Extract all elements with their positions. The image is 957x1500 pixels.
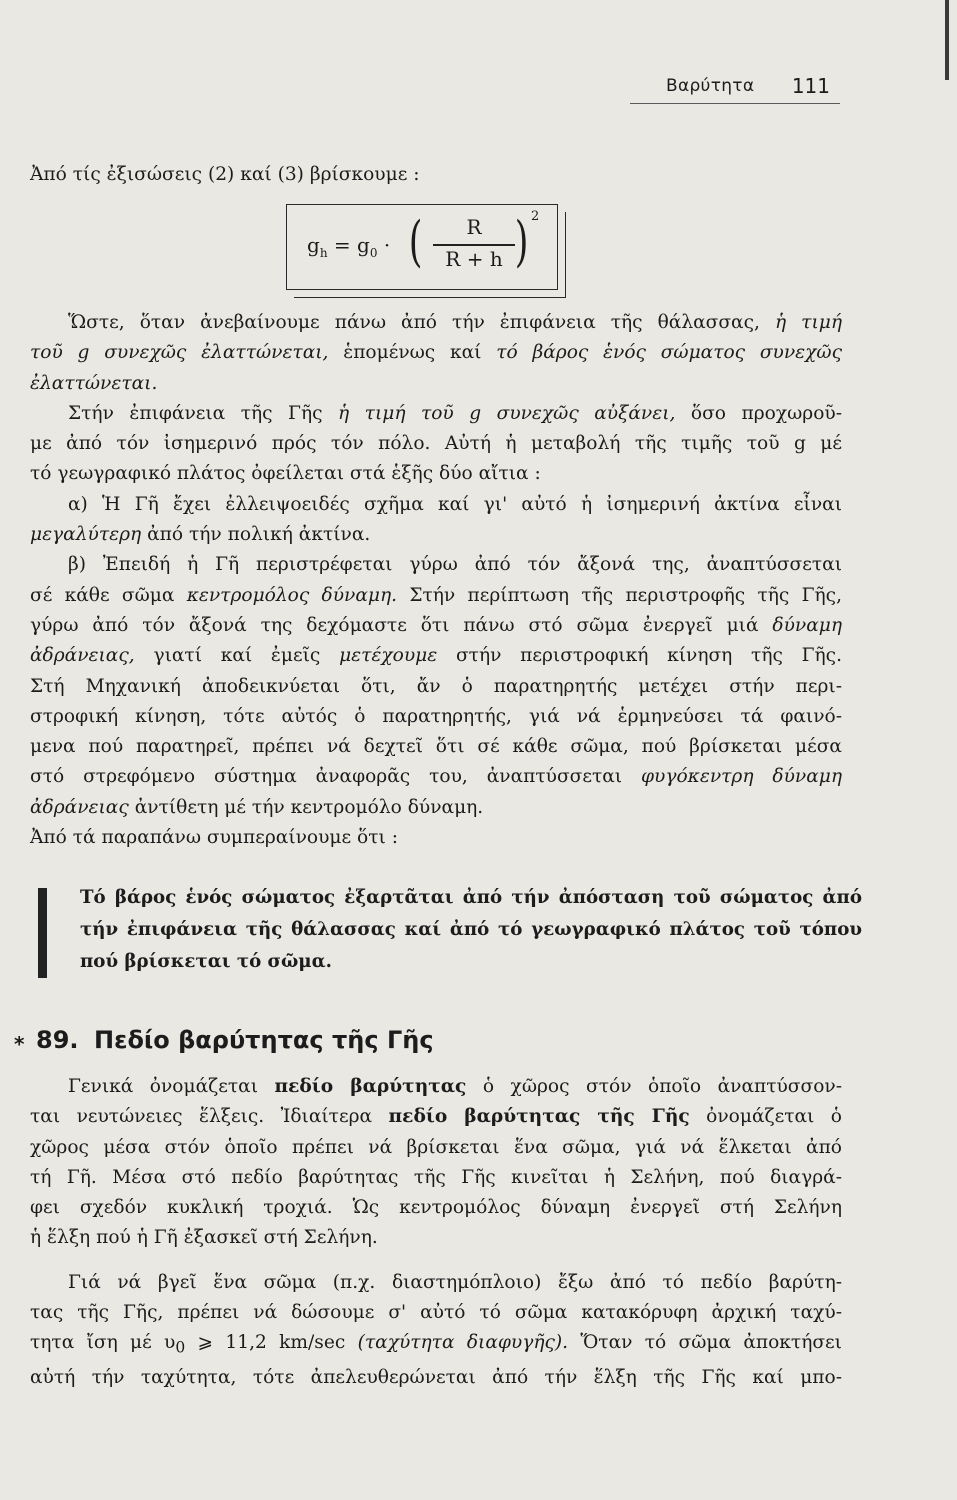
p1-line-1: Ὥστε, ὅταν ἀνεβαίνουμε πάνω ἀπό τήν ἐπιφάνεια τῆς θάλασσας, ἡ τιμή — [68, 312, 842, 333]
fraction-bar — [433, 244, 515, 246]
body-text-1 — [30, 308, 842, 853]
star-marker: * — [14, 1032, 25, 1056]
body-text-2 — [30, 1072, 842, 1394]
p1-line-3: ἐλαττώνεται. — [30, 372, 158, 394]
formula-box — [286, 204, 558, 290]
s-p2-line-4: αὐτή τήν ταχύτητα, τότε ἀπελευθερώνεται ἀπό τήν ἕλξη τῆς Γῆς καί μπο- — [30, 1367, 842, 1389]
p4-line-6: στροφική κίνηση, τότε αὐτός ὁ παρατηρητής, γιά νά ἑρμηνεύσει τά φαινό- — [30, 705, 842, 727]
intro-line: Ἀπό τίς ἐξισώσεις (2) καί (3) βρίσκουμε : — [30, 164, 420, 185]
s-p2-line-3: τητα ἴση μέ $\upsilon_0$ ⩾ 11,2 km/sec (ταχύτητα διαφυγῆς). Ὅταν τό σῶμα ἀποκτήσει — [30, 1332, 842, 1358]
fraction-numerator: R — [466, 215, 482, 239]
p4-line-9: ἀδράνειας ἀντίθετη μέ τήν κεντρομόλο δύναμη. — [30, 796, 484, 818]
p2-line-1: Στήν ἐπιφάνεια τῆς Γῆς ἡ τιμή τοῦ g συνεχῶς αὐξάνει, ὅσο προχωροῦ- — [68, 402, 842, 424]
right-paren: ) — [514, 210, 529, 273]
p3-line-2: μεγαλύτερη ἀπό τήν πολική ἀκτίνα. — [30, 524, 371, 546]
s-p2-line-1: Γιά νά βγεῖ ἕνα σῶμα (π.χ. διαστημόπλοιο) ἔξω ἀπό τό πεδίο βαρύτη- — [68, 1271, 842, 1293]
s-p1-line-1: Γενικά ὀνομάζεται πεδίο βαρύτητας ὁ χῶρος στόν ὁποῖο ἀναπτύσσον- — [68, 1076, 842, 1097]
page-header — [652, 74, 842, 104]
p4-line-10: Ἀπό τά παραπάνω συμπεραίνουμε ὅτι : — [30, 827, 399, 849]
formula-lhs: $g_h = g_0$ · — [307, 233, 391, 260]
p2-line-2: με ἀπό τόν ἰσημερινό πρός τόν πόλο. Αὐτή ἡ μεταβολή τῆς τιμῆς τοῦ g μέ — [30, 433, 842, 455]
running-title: Βαρύτητα — [666, 76, 755, 96]
left-paren: ( — [408, 210, 423, 273]
s-p1-line-2: ται νευτώνειες ἕλξεις. Ἰδιαίτερα πεδίο βαρύτητας τῆς Γῆς ὀνομάζεται ὁ — [30, 1106, 842, 1128]
p1-line-2: τοῦ g συνεχῶς ἐλαττώνεται, ἑπομένως καί τό βάρος ἑνός σώματος συνεχῶς — [30, 342, 842, 364]
formula-exponent: 2 — [531, 209, 540, 224]
s-p2-line-2: τας τῆς Γῆς, πρέπει νά δώσουμε σ' αὐτό τό σῶμα κατακόρυφη ἀρχική ταχύ- — [30, 1302, 842, 1324]
p4-line-5: Στή Μηχανική ἀποδεικνύεται ὅτι, ἄν ὁ παρατηρητής μετέχει στήν περι- — [30, 675, 842, 697]
p2-line-3: τό γεωγραφικό πλάτος ὀφείλεται στά ἑξῆς δύο αἴτια : — [30, 463, 541, 485]
s-p1-line-3: χῶρος μέσα στόν ὁποῖο πρέπει νά βρίσκεται ἕνα σῶμα, γιά νά ἕλκεται ἀπό — [30, 1136, 842, 1158]
highlight-bar — [38, 888, 47, 978]
s-p1-line-4: τή Γῆ. Μέσα στό πεδίο βαρύτητας τῆς Γῆς κινεῖται ἡ Σελήνη, πού διαγρά- — [30, 1166, 842, 1188]
p4-line-1: β) Ἐπειδή ἡ Γῆ περιστρέφεται γύρω ἀπό τόν ἄξονά της, ἀναπτύσσεται — [68, 554, 842, 576]
s-p1-line-5: φει σχεδόν κυκλική τροχιά. Ὡς κεντρομόλος δύναμη ἐνεργεῖ στή Σελήνη — [30, 1197, 842, 1219]
section-heading — [14, 1024, 844, 1064]
s-p1-line-6: ἡ ἕλξη πού ἡ Γῆ ἐξασκεῖ στή Σελήνη. — [30, 1227, 378, 1249]
page-edge-mark — [945, 0, 949, 80]
fraction-denominator: R + h — [445, 247, 503, 271]
p4-line-4: ἀδράνειας, γιατί καί ἐμεῖς μετέχουμε στήν περιστροφική κίνηση τῆς Γῆς. — [30, 645, 842, 667]
p4-line-7: μενα πού παρατηρεῖ, πρέπει νά δεχτεῖ ὅτι σέ κάθε σῶμα, πού βρίσκεται μέσα — [30, 736, 842, 758]
p4-line-8: στό στρεφόμενο σύστημα ἀναφορᾶς του, ἀναπτύσσεται φυγόκεντρη δύναμη — [30, 766, 842, 788]
section-number: 89. — [36, 1026, 79, 1054]
section-title: Πεδίο βαρύτητας τῆς Γῆς — [94, 1026, 434, 1054]
header-rule — [630, 103, 840, 104]
highlight-text: Τό βάρος ἑνός σώματος ἐξαρτᾶται ἀπό τήν ἀπόσταση τοῦ σώματος ἀπό τήν ἐπιφάνεια τῆς θάλασσας καί ἀπό τό γεωγραφικό πλάτος τοῦ τόπου πού βρίσκεται τό σῶμα. — [80, 887, 862, 972]
page-number: 111 — [791, 74, 830, 98]
p4-line-2: σέ κάθε σῶμα κεντρομόλος δύναμη. Στήν περίπτωση τῆς περιστροφῆς τῆς Γῆς, — [30, 584, 842, 606]
p3-line-1: α) Ἡ Γῆ ἔχει ἐλλειψοειδές σχῆμα καί γι' αὐτό ἡ ἰσημερινή ἀκτίνα εἶναι — [68, 493, 842, 515]
p4-line-3: γύρω ἀπό τόν ἄξονά της δεχόμαστε ὅτι πάνω στό σῶμα ἐνεργεῖ μιά δύναμη — [30, 614, 842, 636]
